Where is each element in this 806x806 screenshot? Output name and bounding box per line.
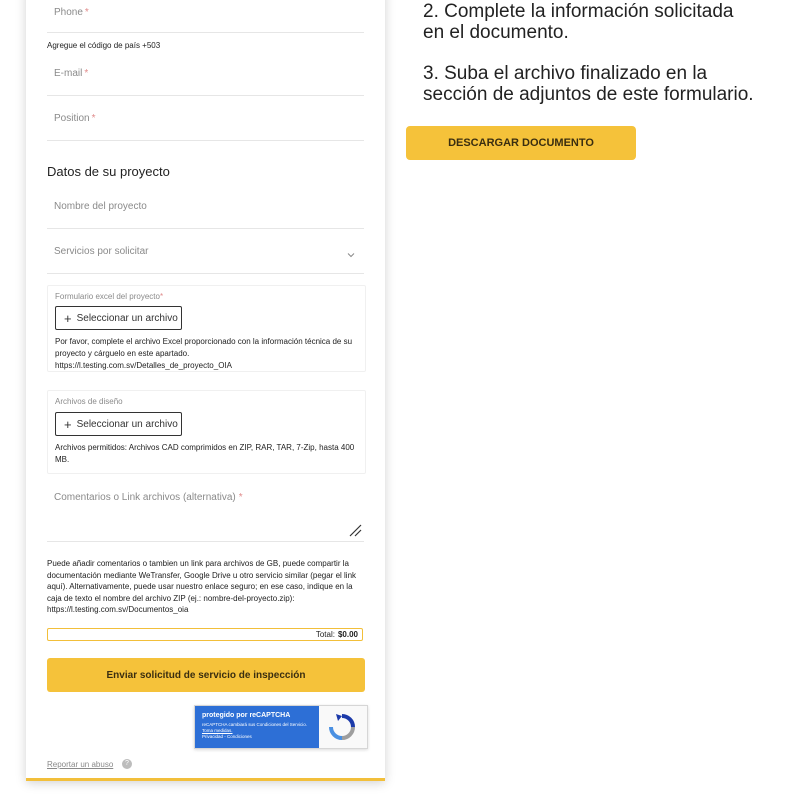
comments-textarea[interactable] <box>47 475 364 542</box>
step-3-line-2: sección de adjuntos de este formulario. <box>423 84 754 105</box>
comments-placeholder: Comentarios o Link archivos (alternativa) <box>54 492 236 503</box>
required-mark: * <box>91 113 96 124</box>
resize-handle-icon[interactable] <box>348 523 362 537</box>
recaptcha-privacy-link[interactable]: Privacidad <box>202 734 224 739</box>
instruction-step-2 <box>423 1 734 43</box>
plus-icon: + <box>64 416 72 432</box>
design-upload-label: Archivos de diseño <box>55 397 123 406</box>
step-3-line-1: 3. Suba el archivo finalizado en la <box>423 63 708 84</box>
phone-placeholder: Phone <box>54 7 83 18</box>
plus-icon: + <box>64 310 72 326</box>
total-label: Total: <box>315 630 335 639</box>
recaptcha-separator: - <box>223 734 228 739</box>
position-field[interactable] <box>47 96 364 141</box>
comments-help-text: Puede añadir comentarios o tambien un link para archivos de GB, puede compartir la documentación mediante WeTransfer, Google Drive u otro servicio similar (pegar el link aquí). Alternativamente, puede usar nuestro enlace seguro; en ese caso, indique en la caja de texto el nombre del archivo ZIP (ej.: nombre-del-proyecto.zip): https://l.testing.com.sv/Documentos_oia <box>47 559 357 614</box>
design-select-file-button[interactable] <box>55 412 182 436</box>
project-name-placeholder: Nombre del proyecto <box>54 201 147 212</box>
recaptcha-take-action-link[interactable]: Toma medidas. <box>202 728 233 733</box>
report-abuse-link[interactable]: Reportar un abuso <box>47 760 114 769</box>
excel-upload-label: Formulario excel del proyecto <box>55 292 160 301</box>
required-mark: * <box>238 492 243 503</box>
email-placeholder: E-mail <box>54 68 83 79</box>
recaptcha-notice: reCAPTCHA cambiará sus Condiciones del Servicio. <box>202 722 308 727</box>
required-mark: * <box>84 68 89 79</box>
phone-field[interactable] <box>47 0 364 33</box>
recaptcha-info-panel <box>195 706 319 748</box>
excel-select-file-label: Seleccionar un archivo <box>76 312 178 324</box>
phone-help-text: Agregue el código de país +503 <box>47 41 161 50</box>
download-document-button[interactable]: DESCARGAR DOCUMENTO <box>406 126 636 160</box>
total-value: $0.00 <box>337 630 358 639</box>
recaptcha-terms-link[interactable]: Condiciones <box>227 734 252 739</box>
project-section-title: Datos de su proyecto <box>47 164 170 179</box>
step-2-line-2: en el documento. <box>423 22 569 43</box>
design-select-file-label: Seleccionar un archivo <box>76 418 178 430</box>
chevron-down-icon <box>346 250 356 260</box>
form-card <box>26 0 385 781</box>
excel-select-file-button[interactable] <box>55 306 182 330</box>
total-box <box>47 628 363 641</box>
excel-upload-help: Por favor, complete el archivo Excel proporcionado con la información técnica de su proyecto y cárguelo en este apartado. https://l.testing.com.sv/Detalles_de_proyecto_OIA <box>55 337 353 370</box>
project-name-field[interactable] <box>47 184 364 229</box>
design-upload-box <box>47 390 366 474</box>
design-upload-help: Archivos permitidos: Archivos CAD comprimidos en ZIP, RAR, TAR, 7-Zip, hasta 400 MB. <box>55 443 355 464</box>
excel-upload-box <box>47 285 366 372</box>
recaptcha-title: protegido por reCAPTCHA <box>202 712 291 719</box>
required-mark: * <box>84 7 89 18</box>
required-mark: * <box>159 292 164 301</box>
services-placeholder: Servicios por solicitar <box>54 246 149 257</box>
submit-button[interactable]: Enviar solicitud de servicio de inspección <box>47 658 365 692</box>
recaptcha-logo-icon <box>327 712 357 742</box>
email-field[interactable] <box>47 52 364 96</box>
recaptcha-badge[interactable] <box>194 705 368 749</box>
services-select[interactable] <box>47 228 364 274</box>
help-icon: ? <box>122 759 132 769</box>
position-placeholder: Position <box>54 113 90 124</box>
instruction-step-3 <box>423 63 754 105</box>
step-2-line-1: 2. Complete la información solicitada <box>423 1 734 22</box>
